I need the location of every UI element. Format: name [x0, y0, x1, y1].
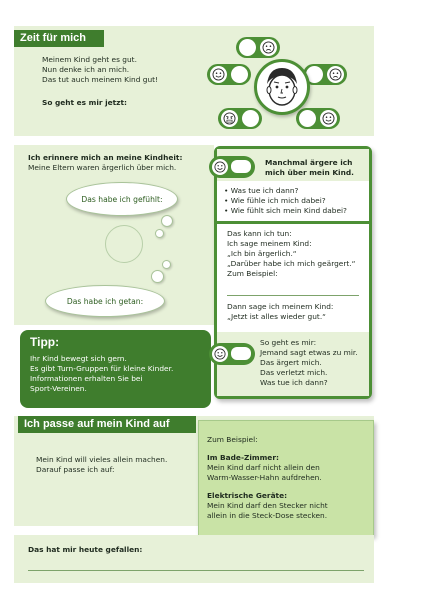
bottom-line: Was tue ich dann? — [260, 378, 328, 387]
speech-toggle-icon — [209, 156, 255, 178]
safety-line: Mein Kind will vieles allein machen. — [36, 455, 168, 464]
bubble-felt-label: Das habe ich gefühlt: — [81, 194, 163, 204]
sidebar-questions — [224, 186, 347, 216]
safety-intro — [36, 455, 167, 475]
smiley-icon[interactable] — [320, 110, 337, 127]
section-time-for-me-title: Zeit für mich — [14, 30, 104, 47]
sidebar-heading-line: mich über mein Kind. — [265, 168, 354, 177]
mood-toggle-bottom-left[interactable] — [218, 108, 262, 129]
tip-line: Sport-Vereinen. — [30, 384, 87, 393]
speech-bubble-icon — [231, 160, 251, 173]
bath-line: Warm-Wasser-Hahn aufdrehen. — [207, 473, 322, 482]
thought-dot — [155, 229, 164, 238]
question-item: • Wie fühle ich mich dabei? — [224, 196, 326, 205]
empty-thought-circle — [105, 225, 143, 263]
elec-heading: Elektrische Geräte: — [207, 491, 288, 500]
tip-line: Es gibt Turn-Gruppen für kleine Kinder. — [30, 364, 174, 373]
mood-prompt: So geht es mir jetzt: — [42, 98, 127, 107]
sidebar-heading — [265, 158, 354, 178]
sidebar-heading-line: Manchmal ärgere ich — [265, 158, 353, 167]
tip-line: Ihr Kind bewegt sich gern. — [30, 354, 127, 363]
option-empty[interactable] — [231, 66, 248, 83]
then-line: „Jetzt ist alles wieder gut.“ — [227, 312, 327, 321]
option-empty[interactable] — [299, 110, 316, 127]
intro-line: Das tut auch meinem Kind gut! — [42, 75, 158, 84]
thought-dot — [151, 270, 164, 283]
sidebar-then — [227, 302, 333, 322]
write-line[interactable] — [227, 295, 359, 296]
thought-bubble-felt[interactable] — [66, 182, 178, 216]
elec-line: allein in die Steck-Dose stecken. — [207, 511, 328, 520]
intro-line: Zum Beispiel: — [227, 269, 278, 278]
question-item: • Was tue ich dann? — [224, 186, 299, 195]
bottom-line: Jemand sagt etwas zu mir. — [260, 348, 358, 357]
bottom-line: Das verletzt mich. — [260, 368, 328, 377]
bottom-line: Das ärgert mich. — [260, 358, 322, 367]
intro-line: Ich sage meinem Kind: — [227, 239, 312, 248]
note-example-label: Zum Beispiel: — [207, 435, 258, 444]
option-empty[interactable] — [242, 110, 259, 127]
bath-line: Mein Kind darf nicht allein den — [207, 463, 320, 472]
bath-heading: Im Bade-Zimmer: — [207, 453, 279, 462]
intro-line: Meinem Kind geht es gut. — [42, 55, 137, 64]
childhood-subheading: Meine Eltern waren ärgerlich über mich. — [28, 163, 177, 172]
section-safety-title: Ich passe auf mein Kind auf — [18, 416, 196, 433]
liked-today-title: Das hat mir heute gefallen: — [28, 545, 143, 554]
bottom-line: So geht es mir: — [260, 338, 317, 347]
mood-toggle-bottom-right[interactable] — [296, 108, 340, 129]
thought-bubble-did[interactable] — [45, 285, 165, 317]
then-line: Dann sage ich meinem Kind: — [227, 302, 334, 311]
smiley-icon[interactable] — [210, 66, 227, 83]
tip-title: Tipp: — [30, 335, 60, 349]
speech-toggle-icon — [209, 343, 255, 365]
intro-line: „Ich bin ärgerlich.“ — [227, 249, 297, 258]
child-face-icon — [254, 59, 310, 115]
speech-bubble-icon — [231, 347, 251, 360]
smiley-icon — [212, 159, 228, 175]
write-line[interactable] — [28, 570, 364, 571]
intro-line: „Darüber habe ich mich geärgert.“ — [227, 259, 356, 268]
smiley-icon — [212, 346, 228, 362]
intro-text — [42, 55, 158, 85]
bubble-did-label: Das habe ich getan: — [66, 296, 144, 306]
sidebar-intro — [227, 229, 355, 279]
intro-line: Nun denke ich an mich. — [42, 65, 130, 74]
intro-line: Das kann ich tun: — [227, 229, 292, 238]
angry-face-icon[interactable] — [221, 110, 238, 127]
thought-dot — [162, 260, 171, 269]
sidebar-divider — [217, 221, 369, 224]
childhood-heading: Ich erinnere mich an meine Kindheit: — [28, 153, 183, 162]
section-liked-today — [14, 535, 374, 583]
thought-dot — [161, 215, 173, 227]
sidebar-bottom-text — [260, 338, 358, 388]
mood-toggle-left[interactable] — [207, 64, 251, 85]
tip-box — [20, 330, 211, 408]
safety-line: Darauf passe ich auf: — [36, 465, 115, 474]
elec-line: Mein Kind darf den Stecker nicht — [207, 501, 328, 510]
frown-icon[interactable] — [327, 66, 344, 83]
example-note — [198, 420, 374, 536]
option-empty[interactable] — [239, 39, 256, 56]
question-item: • Wie fühlt sich mein Kind dabei? — [224, 206, 347, 215]
mood-toggle-top[interactable] — [236, 37, 280, 58]
frown-icon[interactable] — [260, 39, 277, 56]
tip-line: Informationen erhalten Sie bei — [30, 374, 143, 383]
